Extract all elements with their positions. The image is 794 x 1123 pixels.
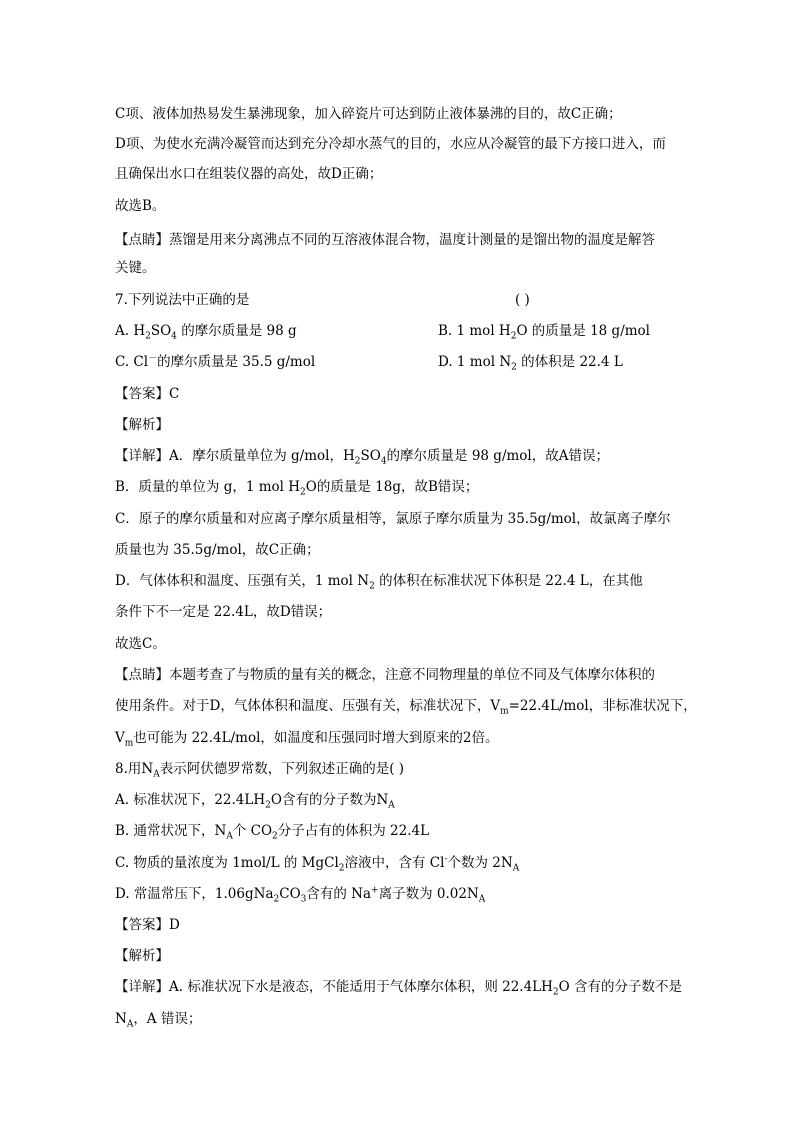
note-line: 【点睛】蒸馏是用来分离沸点不同的互溶液体混合物，温度计测量的是馏出物的温度是解答	[115, 232, 655, 248]
option-c: C. 物质的量浓度为 1mol/L 的 MgCl$_2$溶液中，含有 Cl-个数为 $2N_A$	[115, 854, 520, 874]
text-line: 且确保出水口在组装仪器的高处，故D正确；	[115, 166, 383, 182]
option-a: A. $H_2SO_4$ 的摩尔质量是 98 g	[115, 323, 297, 342]
option-d: D. 1 mol $N_2$ 的体积是 22.4 L	[438, 354, 623, 373]
option-b: B. 1 mol $H_2O$ 的质量是 18 g/mol	[438, 323, 650, 342]
explanation-line: 质量也为 35.5g/mol，故C正确；	[115, 542, 320, 558]
text-line: D项、为使水充满冷凝管而达到充分冷却水蒸气的目的，水应从冷凝管的最下方接口进入，而	[115, 136, 666, 152]
option-c: C. Cl－的摩尔质量是 35.5 g/mol	[115, 353, 316, 370]
question-8-stem: 8.用$N_A$表示阿伏德罗常数，下列叙述正确的是( )	[115, 761, 405, 780]
analysis-heading: 【解析】	[115, 948, 169, 964]
text-line: 故选B。	[115, 198, 166, 214]
explanation-line: $N_A$，A 错误；	[115, 1011, 202, 1030]
answer-line: 【答案】D	[115, 917, 180, 933]
option-d: D. 常温常压下，$1.06gNa_2CO_3$含有的 Na+离子数为 $0.02N_A$	[115, 885, 486, 905]
text-line: C项、液体加热易发生暴沸现象，加入碎瓷片可达到防止液体暴沸的目的，故C正确；	[115, 106, 622, 122]
note-line: 【点睛】本题考查了与物质的量有关的概念，注意不同物理量的单位不同及气体摩尔体积的	[115, 667, 655, 683]
explanation-line: 【详解】A. 标准状况下水是液态，不能适用于气体摩尔体积，则 $22.4LH_2O$ 含有的分子数不是	[115, 979, 683, 998]
explanation-line: 【详解】A．摩尔质量单位为 g/mol，$H_2SO_4$的摩尔质量是 98 g/mol，故A错误；	[115, 448, 609, 467]
option-a: A. 标准状况下，$22.4LH_2O$含有的分子数为$N_A$	[115, 792, 395, 811]
explanation-line: 条件下不一定是 22.4L，故D错误；	[115, 604, 332, 620]
analysis-heading: 【解析】	[115, 417, 169, 433]
note-line: 关键。	[115, 260, 156, 276]
question-7-stem: 7.下列说法中正确的是	[115, 292, 250, 308]
explanation-line: 故选C。	[115, 636, 166, 652]
note-line: 使用条件。对于D，气体体积和温度、压强有关，标准状况下，$V_m=22.4L$/mol，非标准状况下，	[115, 698, 697, 717]
option-b: B. 通常状况下，$N_A$个 $CO_2$分子占有的体积为 22.4L	[115, 823, 430, 842]
note-line: $V_m$也可能为 22.4L/mol，如温度和压强同时增大到原来的2倍。	[115, 730, 499, 749]
answer-line: 【答案】C	[115, 386, 180, 402]
explanation-line: B．质量的单位为 g，1 mol $H_2O$的质量是 18g，故B错误；	[115, 479, 479, 498]
explanation-line: C．原子的摩尔质量和对应离子摩尔质量相等，氯原子摩尔质量为 35.5g/mol，故氯离子摩尔	[115, 511, 671, 527]
explanation-line: D．气体体积和温度、压强有关，1 mol $N_2$ 的体积在标准状况下体积是 22.4 L，在其他	[115, 573, 643, 592]
question-7-paren: ( )	[515, 292, 530, 308]
